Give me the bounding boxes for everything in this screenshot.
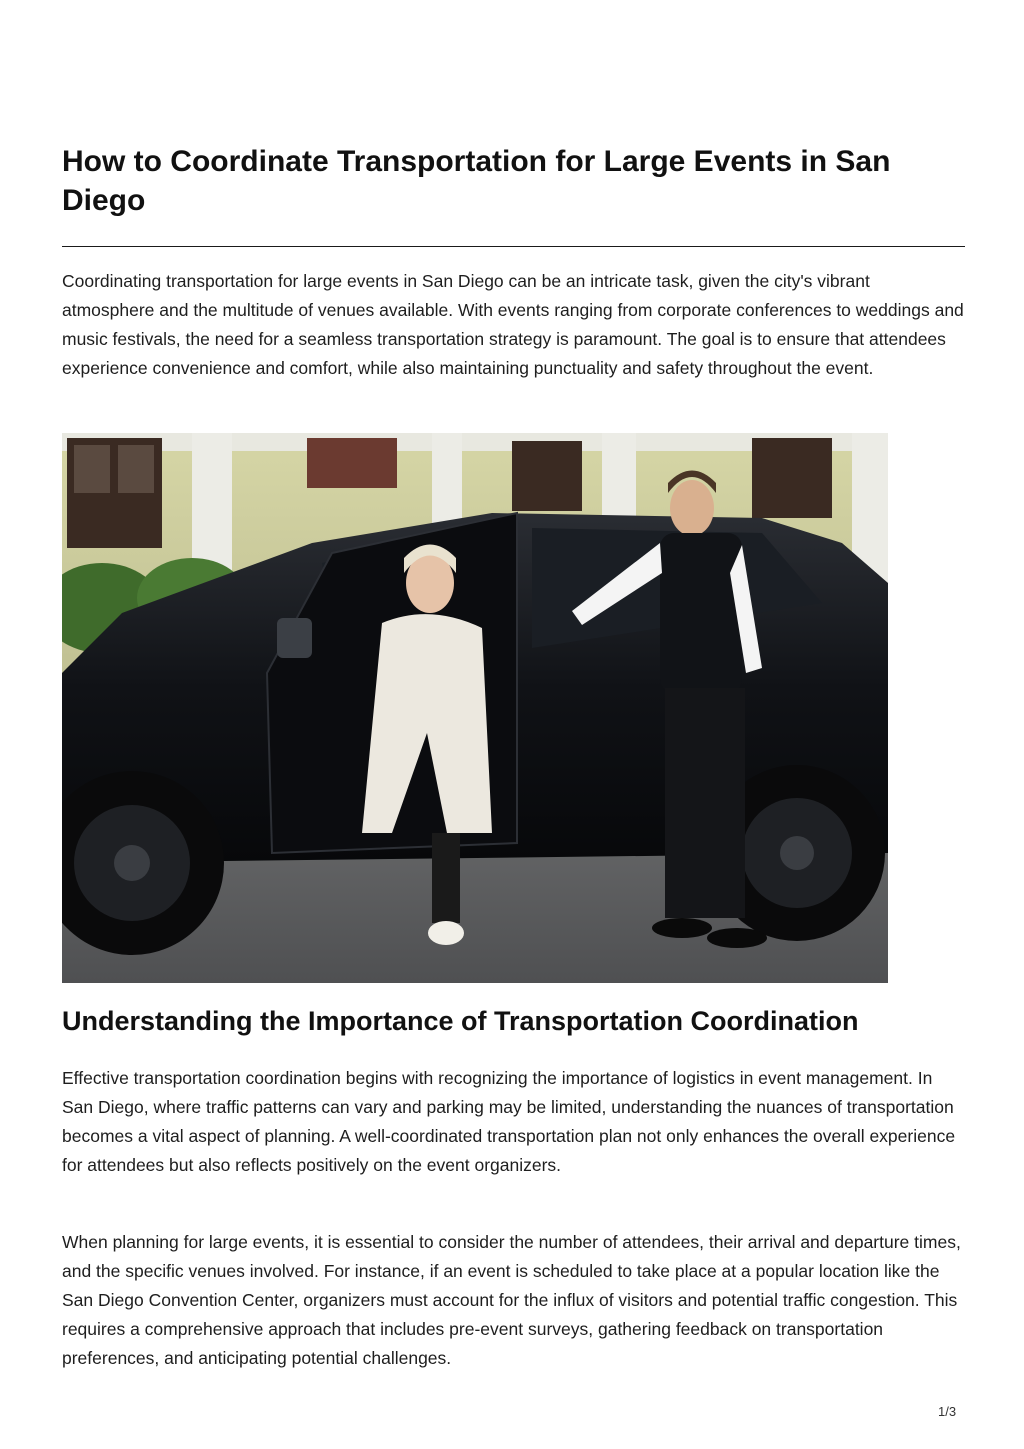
hero-image bbox=[62, 433, 888, 983]
intro-paragraph: Coordinating transportation for large events in San Diego can be an intricate task, given the city's vibrant atmosphere and the multitude of venues available. With events ranging from corporate conferences to weddings and music festivals, the need for a seamless transportation strategy is paramount. The goal is to ensure that attendees experience convenience and comfort, while also maintaining punctuality and safety throughout the event. bbox=[62, 271, 964, 378]
hero-illustration bbox=[62, 433, 888, 983]
section-heading: Understanding the Importance of Transportation Coordination bbox=[62, 1006, 859, 1036]
page-title: How to Coordinate Transportation for Large Events in San Diego bbox=[62, 145, 891, 217]
title-divider bbox=[62, 246, 965, 247]
page-number: 1/3 bbox=[938, 1404, 957, 1419]
body-paragraph: When planning for large events, it is essential to consider the number of attendees, their arrival and departure times, and the specific venues involved. For instance, if an event is scheduled to take place at a popular location like the San Diego Convention Center, organizers must account for the influx of visitors and potential traffic congestion. This requires a comprehensive approach that includes pre-event surveys, gathering feedback on transportation preferences, and anticipating potential challenges. bbox=[62, 1232, 961, 1368]
body-paragraph: Effective transportation coordination begins with recognizing the importance of logistics in event management. In San Diego, where traffic patterns can vary and parking may be limited, understanding the nuances of transportation becomes a vital aspect of planning. A well-coordinated transportation plan not only enhances the overall experience for attendees but also reflects positively on the event organizers. bbox=[62, 1068, 956, 1175]
